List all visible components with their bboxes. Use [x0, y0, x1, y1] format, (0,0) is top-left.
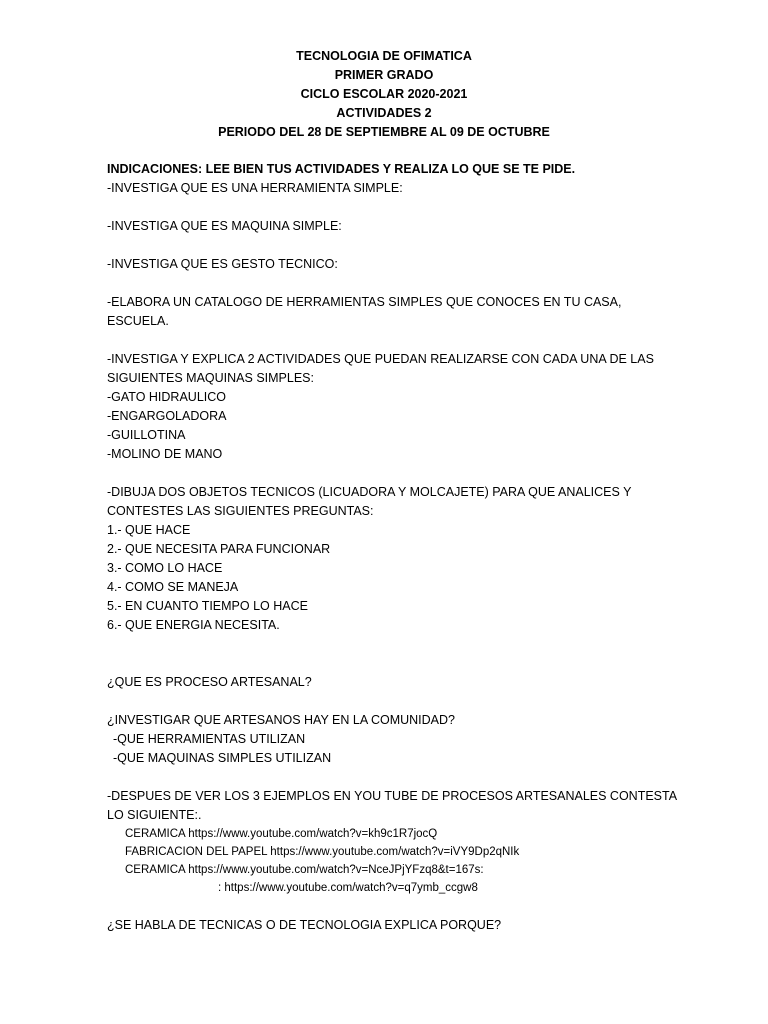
- task-activities-line1: -INVESTIGA Y EXPLICA 2 ACTIVIDADES QUE PUEDAN REALIZARSE CON CADA UNA DE LAS: [107, 352, 654, 366]
- document-body: [107, 160, 687, 935]
- question-item: 3.- COMO LO HACE: [107, 561, 223, 575]
- task-catalog-line1: -ELABORA UN CATALOGO DE HERRAMIENTAS SIMPLES QUE CONOCES EN TU CASA,: [107, 295, 622, 309]
- video-link[interactable]: : https://www.youtube.com/watch?v=q7ymb_ccgw8: [218, 882, 478, 894]
- machine-item: -GUILLOTINA: [107, 428, 186, 442]
- course-title: TECNOLOGIA DE OFIMATICA: [296, 49, 472, 63]
- question-item: 1.- QUE HACE: [107, 523, 191, 537]
- activities-label: ACTIVIDADES 2: [336, 106, 432, 120]
- task-gesture: -INVESTIGA QUE ES GESTO TECNICO:: [107, 257, 338, 271]
- machine-item: -GATO HIDRAULICO: [107, 390, 226, 404]
- question-technique: ¿SE HABLA DE TECNICAS O DE TECNOLOGIA EXPLICA PORQUE?: [107, 918, 502, 932]
- task-machine: -INVESTIGA QUE ES MAQUINA SIMPLE:: [107, 219, 342, 233]
- subquestion-machines: -QUE MAQUINAS SIMPLES UTILIZAN: [113, 751, 332, 765]
- question-artisans: ¿INVESTIGAR QUE ARTESANOS HAY EN LA COMUNIDAD?: [107, 713, 455, 727]
- question-item: 4.- COMO SE MANEJA: [107, 580, 239, 594]
- instructions: INDICACIONES: LEE BIEN TUS ACTIVIDADES Y REALIZA LO QUE SE TE PIDE.: [107, 162, 576, 176]
- question-artisan-process: ¿QUE ES PROCESO ARTESANAL?: [107, 675, 312, 689]
- task-youtube-line1: -DESPUES DE VER LOS 3 EJEMPLOS EN YOU TUBE DE PROCESOS ARTESANALES CONTESTA: [107, 789, 678, 803]
- school-year-label: CICLO ESCOLAR 2020-2021: [300, 87, 468, 101]
- task-tool: -INVESTIGA QUE ES UNA HERRAMIENTA SIMPLE:: [107, 181, 403, 195]
- document-header: [0, 47, 768, 142]
- grade-label: PRIMER GRADO: [334, 68, 434, 82]
- period-label: PERIODO DEL 28 DE SEPTIEMBRE AL 09 DE OCTUBRE: [218, 125, 550, 139]
- task-catalog-line2: ESCUELA.: [107, 314, 169, 328]
- video-link[interactable]: CERAMICA https://www.youtube.com/watch?v=NceJPjYFzq8&t=167s:: [125, 864, 484, 876]
- question-item: 6.- QUE ENERGIA NECESITA.: [107, 618, 280, 632]
- question-item: 5.- EN CUANTO TIEMPO LO HACE: [107, 599, 308, 613]
- video-link[interactable]: FABRICACION DEL PAPEL https://www.youtube.com/watch?v=iVY9Dp2qNIk: [125, 846, 520, 858]
- task-activities-line2: SIGUIENTES MAQUINAS SIMPLES:: [107, 371, 314, 385]
- machine-item: -MOLINO DE MANO: [107, 447, 223, 461]
- task-youtube-line2: LO SIGUIENTE:.: [107, 808, 202, 822]
- question-item: 2.- QUE NECESITA PARA FUNCIONAR: [107, 542, 331, 556]
- video-link[interactable]: CERAMICA https://www.youtube.com/watch?v=kh9c1R7jocQ: [125, 828, 438, 840]
- task-draw-line2: CONTESTES LAS SIGUIENTES PREGUNTAS:: [107, 504, 374, 518]
- machine-item: -ENGARGOLADORA: [107, 409, 227, 423]
- subquestion-tools: -QUE HERRAMIENTAS UTILIZAN: [113, 732, 306, 746]
- task-draw-line1: -DIBUJA DOS OBJETOS TECNICOS (LICUADORA Y MOLCAJETE) PARA QUE ANALICES Y: [107, 485, 632, 499]
